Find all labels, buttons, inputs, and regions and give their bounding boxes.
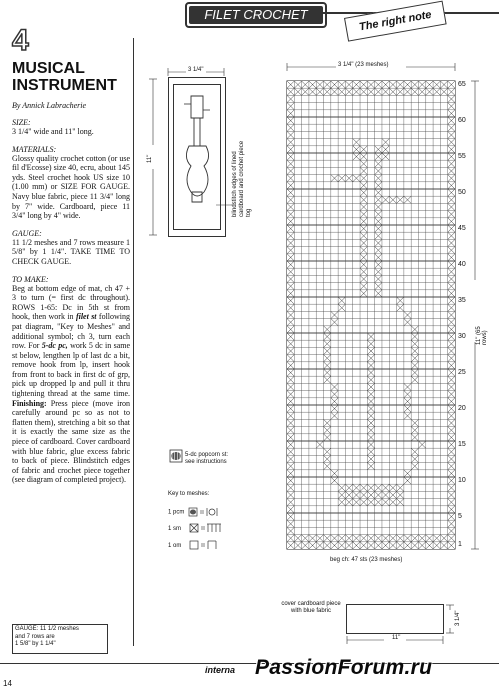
- beginning-chain-label: beg ch: 47 sts (23 meshes): [330, 557, 403, 563]
- row-label: 40: [458, 260, 466, 268]
- materials-heading: MATERIALS:: [12, 144, 57, 154]
- size-text: 3 1/4" wide and 11" long.: [12, 127, 94, 136]
- cover-height-arrow: [446, 604, 454, 634]
- to-make-popcorn: 5-dc pc,: [41, 341, 68, 351]
- row-label: 10: [458, 476, 466, 484]
- filet-chart: [286, 80, 456, 550]
- to-make-heading: TO MAKE:: [12, 274, 49, 284]
- row-label: 60: [458, 116, 466, 124]
- publisher-logo: interna: [205, 665, 236, 675]
- popcorn-note-line2: see instructions: [185, 459, 227, 465]
- finishing-text: Press piece (move iron carefully around pc so as not to flatten them), stretching a bit so that it is exactly the same size as the piece of cardboard. Cover cardboard with blue fabric, glue excess fabric to back of piece. Blindstitch edges of fabric and crochet piece together (see diagram of completed project).: [12, 398, 131, 485]
- row-label: 25: [458, 368, 466, 376]
- key-row-om: [168, 540, 229, 550]
- chart-frame: [287, 81, 455, 549]
- to-make-text: [12, 284, 130, 485]
- gauge-box-line2: and 7 rows are: [15, 633, 55, 640]
- pattern-title-line2: INSTRUMENT: [12, 77, 117, 94]
- violin-icon: [178, 92, 216, 222]
- key-row-pcm: [168, 507, 228, 517]
- gauge-heading: GAUGE:: [12, 228, 42, 238]
- chart-height-label: 11" (65 rows): [476, 326, 488, 345]
- section-header: [185, 2, 327, 28]
- blindstitch-note: blindstitch edges of lined cardboard and crochet piece tog: [232, 140, 252, 217]
- page-number: 14: [3, 679, 12, 688]
- materials-text: Glossy quality crochet cotton (or use fil d'Ecosse) size 40, ecru, about 145 yds. Steel crochet hook US size 10 (1.00 mm) or SIZE FOR GAUGE. Navy blue fabric, piece 11 3/4" long by 7" wide. Cardboard, piece 11 3/4" long by 4" wide.: [12, 153, 130, 221]
- row-label: 45: [458, 224, 466, 232]
- leader-line: [216, 200, 236, 210]
- row-label: 50: [458, 188, 466, 196]
- row-label: 65: [458, 80, 466, 88]
- gauge-text: 11 1/2 meshes and 7 rows measure 1 5/8" by 1 1/4". TAKE TIME TO CHECK GAUGE.: [12, 237, 130, 266]
- row-label: 55: [458, 152, 466, 160]
- thumbnail-width-label: 3 1/4": [188, 67, 204, 73]
- key-title: Key to meshes:: [168, 491, 210, 497]
- row-label: 20: [458, 404, 466, 412]
- pattern-title-line1: MUSICAL: [12, 60, 85, 77]
- gauge-box-line1: GAUGE: 11 1/2 meshes: [15, 626, 79, 632]
- gauge-box-line3: 1 5/8" by 1 1/4": [15, 641, 56, 647]
- chart-width-arrow: [286, 63, 456, 71]
- cover-height-label: 3 1/4": [455, 610, 461, 626]
- cover-diagram: [346, 604, 444, 634]
- row-label: 5: [458, 512, 462, 520]
- chart-height-arrow: [470, 80, 480, 550]
- popcorn-mesh-icon: [188, 507, 228, 517]
- row-label: 35: [458, 296, 466, 304]
- popcorn-note: [185, 452, 265, 466]
- chart-width-label: 3 1/4" (23 meshes): [338, 62, 389, 68]
- open-mesh-icon: [189, 540, 229, 550]
- key-row-sm: [168, 523, 229, 533]
- row-label: 30: [458, 332, 466, 340]
- thumbnail-width-arrow: [166, 68, 226, 76]
- instructions: [12, 118, 130, 485]
- popcorn-icon: [169, 449, 183, 463]
- to-make-filet: filet st: [75, 312, 97, 322]
- solid-mesh-icon: [189, 523, 229, 533]
- gauge-box: [12, 624, 108, 654]
- key-row-label: 1 pcm: [168, 509, 185, 516]
- cover-width-label: 11": [392, 635, 401, 641]
- size-heading: SIZE:: [12, 118, 31, 127]
- finishing-label: Finishing:: [12, 398, 47, 408]
- popcorn-note-line1: 5-dc popcorn st:: [185, 452, 229, 458]
- author: By Annick Labracherie: [12, 101, 87, 110]
- watermark: PassionForum.ru: [255, 656, 433, 679]
- to-make-p1c: work 5 dc in same st below, lengthen lp of last dc a bit, remove hook from lp, insert hook from front to back in first dc of grp, pick up dropped lp and pull it thru tightening thread at the same time.: [12, 341, 131, 399]
- key-row-label: 1 om: [168, 542, 182, 549]
- to-make-p1: Beg at bottom edge of mat, ch 47 + 3 to turn (= first dc throughout). ROWS 1-65: Dc in 5th st from hook, then work in: [12, 283, 130, 322]
- column-divider: [133, 38, 134, 646]
- pattern-title: [12, 60, 132, 94]
- section-header-label: FILET CROCHET: [189, 6, 323, 24]
- key-row-label: 1 sm: [168, 525, 182, 532]
- row-label: 15: [458, 440, 466, 448]
- row-label: 1: [458, 541, 462, 549]
- cover-note: cover cardboard piece with blue fabric: [281, 601, 341, 614]
- to-make-p1b: following pat diagram, "Key to Meshes" and additional symbol; ch 3, turn each row. For: [12, 312, 131, 351]
- thumbnail-height-label: 11": [147, 154, 153, 163]
- pattern-tag: The right note: [344, 1, 447, 42]
- pattern-number: 4: [12, 24, 29, 57]
